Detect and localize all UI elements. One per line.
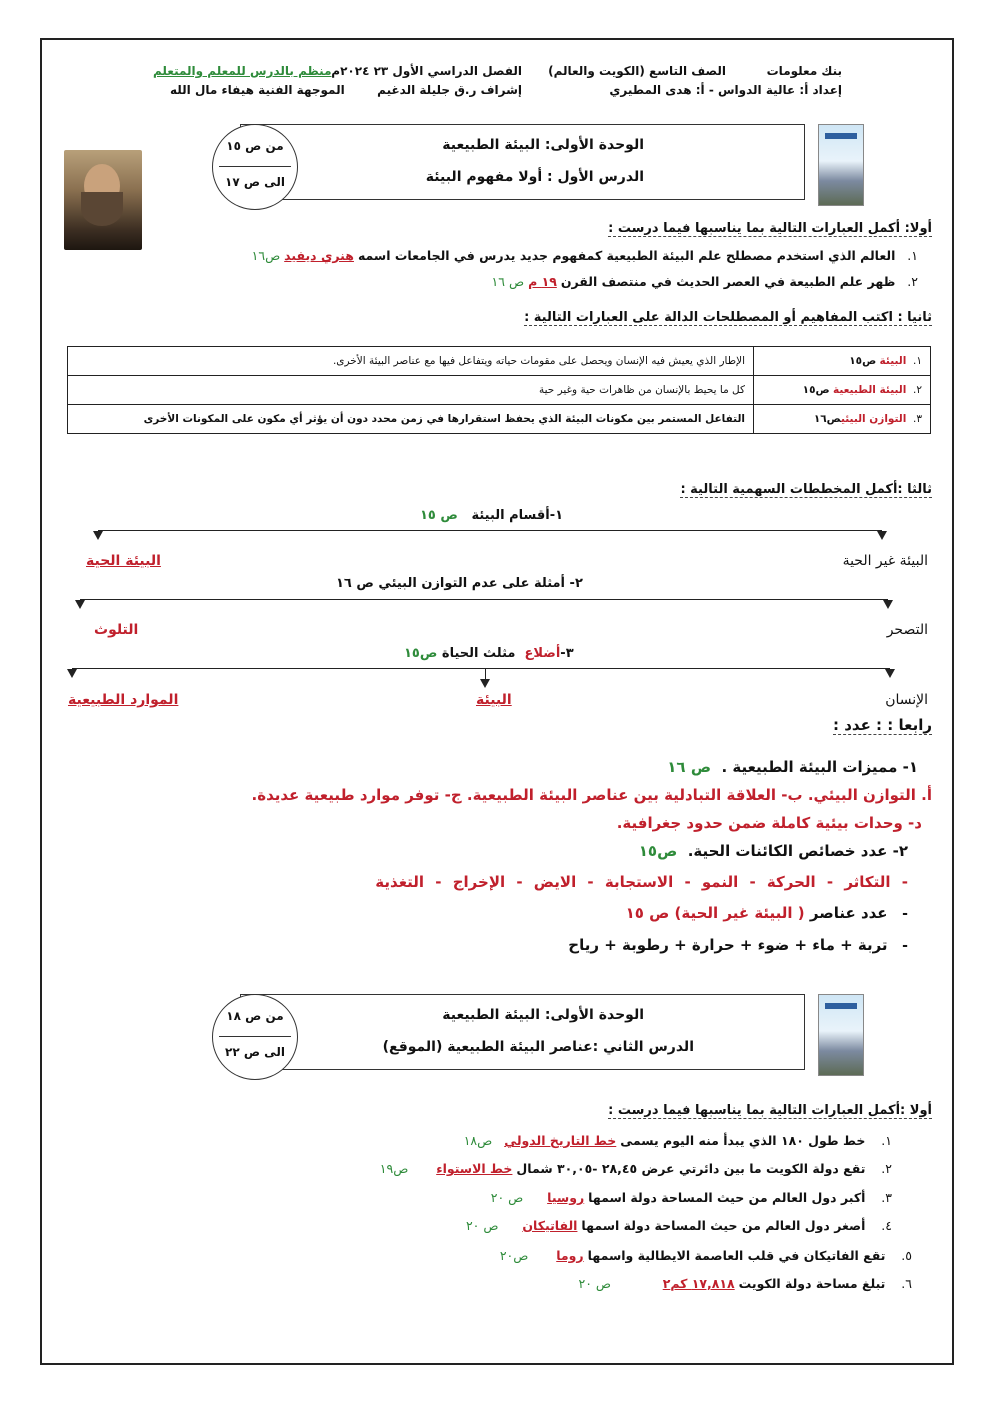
s5-item-6: ٦. تبلغ مساحة دولة الكويت ١٧,٨١٨ كم٢ ص ٢٠ (578, 1276, 912, 1291)
header-bank: بنك معلومات (766, 64, 842, 78)
header-prepared: إعداد أ: عالية الدواس - أ: هدى المطيري (609, 83, 842, 97)
lesson2-to: الى ص ٢٢ (225, 1045, 285, 1059)
lesson1-unit: الوحدة الأولى: البيئة الطبيعية (442, 137, 644, 153)
s4-q2-answer: - التكاثر - الحركة - النمو - الاستجابة - الايض - الإخراج - التغذية (375, 873, 908, 891)
lesson2-from: من ص ١٨ (226, 1009, 284, 1023)
definitions-table (67, 346, 931, 434)
definition-cell: الإطار الذي يعيش فيه الإنسان ويحصل على مقومات حياته ويتفاعل فيها مع عناصر البيئة الأخرى. (68, 347, 754, 376)
scientist-portrait-image (64, 150, 142, 250)
table-row (68, 347, 931, 376)
s5-item-2: ٢. تقع دولة الكويت ما بين دائرتي عرض ٢٨,٤٥ -٣٠,٠٥ شمال خط الاستواء ص١٩ (379, 1161, 892, 1176)
lesson2-title: الدرس الثاني :عناصر البيئة الطبيعية (الموقع) (382, 1039, 694, 1055)
s4-q1: ١- مميزات البيئة الطبيعية . ص ١٦ (667, 758, 918, 776)
s1-answer-1: هنري ديفيد (284, 248, 354, 263)
diagram3-center: البيئة (476, 692, 512, 708)
lesson2-unit: الوحدة الأولى: البيئة الطبيعية (442, 1007, 644, 1023)
diagram1-left: البيئة الحية (86, 553, 161, 569)
lesson1-box (240, 124, 805, 200)
arrowhead (67, 669, 77, 678)
arrowhead (480, 679, 490, 688)
lesson1-pages-badge (212, 124, 298, 210)
section2-heading: ثانيا : اكتب المفاهيم أو المصطلحات الدالة على العبارات التالية : (524, 310, 932, 325)
section1-heading: أولا: أكمل العبارات التالية بما يناسبها فيما درست : (608, 221, 932, 236)
s4-q1-answer-2: د- وحدات بيئية كاملة ضمن حدود جغرافية. (616, 814, 922, 832)
diagram2-title: ٢- أمثلة على عدم التوازن البيئي ص ١٦ (336, 576, 583, 591)
section5-heading: أولا :أكمل العبارات التالية بما يناسبها فيما درست : (608, 1103, 932, 1118)
section3-heading: ثالثا :أكمل المخططات السهمية التالية : (680, 482, 932, 497)
s4-q2: ٢- عدد خصائص الكائنات الحية. ص١٥ (638, 842, 908, 860)
header-supervision: إشراف ر.ق جليلة الدغيم (377, 83, 522, 97)
diagram3-right: الإنسان (885, 692, 928, 708)
s5-item-4: ٤. أصغر دول العالم من حيث المساحة دولة اسمها الفاتيكان ص ٢٠ (465, 1218, 892, 1233)
diagram1-title: ١-أقسام البيئة ص ١٥ (420, 508, 564, 523)
section4-heading: رابعا : : عدد : (832, 716, 932, 734)
term-cell: ١. البيئة ص١٥ (754, 347, 931, 376)
definition-cell: كل ما يحيط بالإنسان من ظاهرات حية وغير حية (68, 376, 754, 405)
lesson1-title: الدرس الأول : أولا مفهوم البيئة (425, 169, 644, 185)
header-term: الفصل الدراسي الأول ٢٣ ٢٠٢٤م (331, 64, 522, 78)
header-org: منظم بالدرس للمعلم والمتعلم (153, 64, 332, 78)
term-cell: ٣. التوازن البيئيص١٦ (754, 405, 931, 434)
arrowhead (885, 669, 895, 678)
lesson1-from: من ص ١٥ (226, 139, 284, 153)
s4-q1-answer-1: أ. التوازن البيئي. ب- العلاقة التبادلية بين عناصر البيئة الطبيعية. ج- توفر موارد طبيعية عديدة. (251, 786, 932, 804)
s1-answer-2: ١٩ م (528, 274, 557, 289)
textbook-cover-image (818, 124, 864, 206)
arrowhead (877, 531, 887, 540)
arrowhead (93, 531, 103, 540)
diagram2-left: التلوث (94, 622, 139, 638)
term-cell: ٢. البيئة الطبيعية ص١٥ (754, 376, 931, 405)
definition-cell: التفاعل المستمر بين مكونات البيئة الذي يحفظ استقرارها في زمن محدد دون أن يؤثر أي مكون على المكونات الأخرى (68, 405, 754, 434)
diagram1-line (98, 530, 882, 531)
table-row (68, 405, 931, 434)
diagram3-title: ٣-أضلاع مثلث الحياة ص١٥ (404, 646, 574, 661)
table-row (68, 376, 931, 405)
arrowhead (75, 600, 85, 609)
diagram3-left: الموارد الطبيعية (68, 692, 179, 708)
lesson2-box (240, 994, 805, 1070)
s1-item-2: ٢. ظهر علم الطبيعة في العصر الحديث في منتصف القرن ١٩ م ص ١٦ (491, 274, 918, 289)
lesson1-to: الى ص ١٧ (225, 175, 285, 189)
s4-q3-answer: - تربة + ماء + ضوء + حرارة + رطوبة + رياح (568, 936, 908, 954)
textbook-cover-image-2 (818, 994, 864, 1076)
diagram1-right: البيئة غير الحية (842, 553, 928, 569)
diagram2-line (80, 599, 888, 600)
s5-item-1: ١. خط طول ١٨٠ الذي يبدأ منه اليوم يسمى خط التاريخ الدولي ص١٨ (463, 1133, 892, 1148)
s1-item-1: ١. العالم الذي استخدم مصطلح علم البيئة الطبيعية كمفهوم جديد يدرس في الجامعات اسمه هنري ديفيد ص١٦ (251, 248, 918, 263)
s5-item-5: ٥. تقع الفاتيكان في قلب العاصمة الايطالية واسمها روما ص٢٠ (499, 1248, 912, 1263)
lesson2-pages-badge (212, 994, 298, 1080)
s4-q3: - عدد عناصر ( البيئة غير الحية) ص ١٥ (625, 904, 908, 922)
arrowhead (883, 600, 893, 609)
diagram3-line (72, 668, 890, 669)
header-grade: الصف التاسع (الكويت والعالم) (548, 64, 726, 78)
s5-item-3: ٣. أكبر دول العالم من حيث المساحة دولة اسمها روسيا ص ٢٠ (490, 1190, 892, 1205)
diagram2-right: التصحر (886, 622, 928, 638)
header-advisor: الموجهة الفنية هيفاء مال الله (170, 83, 345, 97)
